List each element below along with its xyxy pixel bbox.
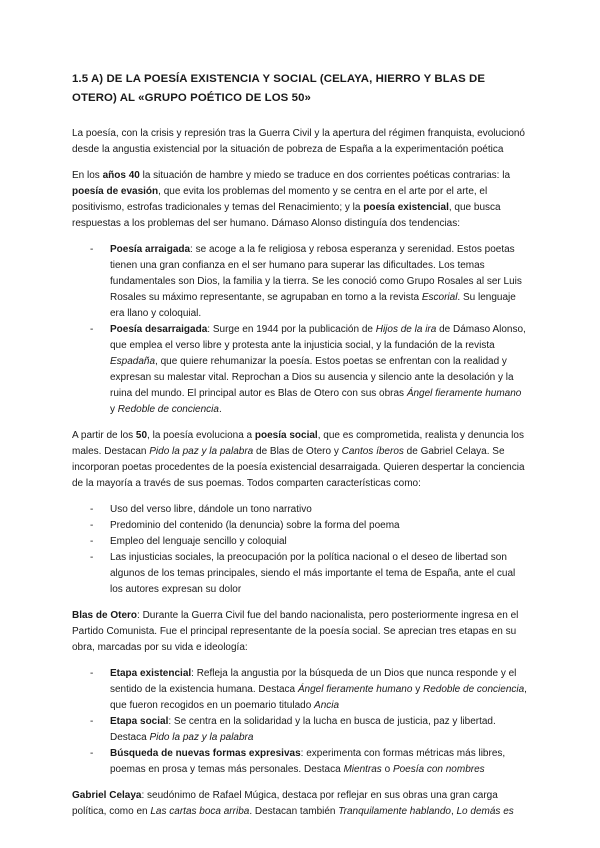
blas-de-otero-paragraph: Blas de Otero: Durante la Guerra Civil fue del bando nacionalista, pero posteriormente ingresa en el Partido Comunista. Fue el principal representante de la poesía social. Se aprecian tres etapas en su obra, marcadas por su vida e ideología: — [72, 610, 519, 653]
fifties-paragraph: A partir de los 50, la poesía evoluciona a poesía social, que es comprometida, realista y denuncia los males. Destacan Pido la paz y la palabra de Blas de Otero y Cantos íberos de Gabriel Celaya. Se incorporan poetas procedentes de la poesía existencial desarraigada. Quieren despertar la conciencia de la mayoría a través de sus poemas. Todos comparten características como: — [72, 430, 525, 489]
list-item-poesia-arraigada: - Poesía arraigada: se acoge a la fe religiosa y rebosa esperanza y serenidad. Estos poetas tienen una gran confianza en el ser humano para superar las dificultades. Los temas fundamentales son Dios, la familia y la tierra. Se les conoció como Grupo Rosales al ser Luis Rosales su máximo representante, se agrupaban en torno a la revista Escorial. Su lenguaje era llano y coloquial. — [90, 242, 528, 322]
intro-paragraph: La poesía, con la crisis y represión tras la Guerra Civil y la apertura del régimen franquista, evolucionó desde la angustia existencial por la situación de pobreza de España a la experimentación poética — [72, 128, 525, 155]
otero-stages-list — [72, 666, 528, 778]
list-item-poesia-desarraigada: - Poesía desarraigada: Surge en 1944 por la publicación de Hijos de la ira de Dámaso Alonso, que emplea el verso libre y protesta ante la injusticia social, y la fundación de la revista Espadaña, que quiere rehumanizar la poesía. Estos poetas se enfrentan con la realidad y expresan su malestar vital. Reprochan a Dios su ausencia y silencio ante la desolación y la ruina del mundo. El principal autor es Blas de Otero con sus obras Ángel fieramente humano y Redoble de conciencia. — [90, 322, 528, 418]
list-item: - Las injusticias sociales, la preocupación por la política nacional o el deseo de libertad son algunos de los temas principales, siendo el más importante el tema de España, ante el cual los autores expresan su dolor — [90, 550, 528, 598]
section-title: 1.5 A) DE LA POESÍA EXISTENCIA Y SOCIAL (CELAYA, HIERRO Y BLAS DE OTERO) AL «GRUPO POÉTICO DE LOS 50» — [72, 73, 486, 104]
list-item: - Empleo del lenguaje sencillo y coloquial — [90, 534, 528, 550]
gabriel-celaya-paragraph: Gabriel Celaya: seudónimo de Rafael Múgica, destaca por reflejar en sus obras una gran carga política, como en Las cartas boca arriba. Destacan también Tranquilamente hablando, Lo demás es — [72, 790, 514, 817]
social-poetry-features-list — [72, 502, 528, 598]
forties-paragraph: En los años 40 la situación de hambre y miedo se traduce en dos corrientes poéticas contrarias: la poesía de evasión, que evita los problemas del momento y se centra en el arte por el arte, el positivismo, estrofas tradicionales y temas del Renacimiento; y la poesía existencial, que busca respuestas a los problemas del ser humano. Dámaso Alonso distinguía dos tendencias: — [72, 170, 511, 229]
list-item: - Uso del verso libre, dándole un tono narrativo — [90, 502, 528, 518]
existential-tendencies-list — [72, 242, 528, 418]
list-item-etapa-existencial: - Etapa existencial: Refleja la angustia por la búsqueda de un Dios que nunca responde y el sentido de la existencia humana. Destaca Ángel fieramente humano y Redoble de conciencia, que fueron recogidos en un poemario titulado Ancia — [90, 666, 528, 714]
list-item: - Predominio del contenido (la denuncia) sobre la forma del poema — [90, 518, 528, 534]
list-item-nuevas-formas: - Búsqueda de nuevas formas expresivas: experimenta con formas métricas más libres, poemas en prosa y temas más personales. Destaca Mientras o Poesía con nombres — [90, 746, 528, 778]
list-item-etapa-social: - Etapa social: Se centra en la solidaridad y la lucha en busca de justicia, paz y libertad. Destaca Pido la paz y la palabra — [90, 714, 528, 746]
